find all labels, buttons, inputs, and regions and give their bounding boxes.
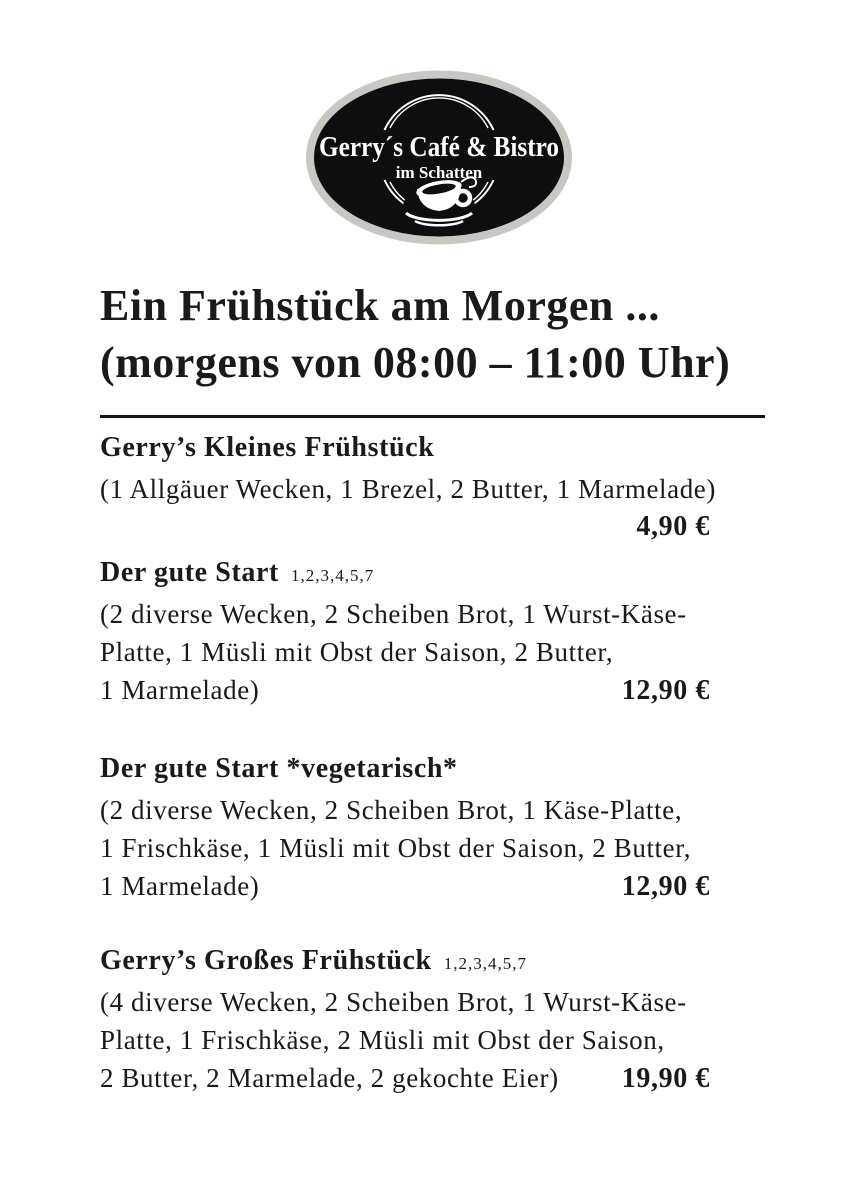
item-description-line: (2 diverse Wecken, 2 Scheiben Brot, 1 Wurst-Käse- <box>100 599 687 629</box>
item-name: Gerry’s Großes Frühstück <box>100 945 432 976</box>
item-price: 12,90 € <box>621 675 710 706</box>
item-description-line: Platte, 1 Müsli mit Obst der Saison, 2 Butter, <box>100 637 614 667</box>
item-name: Der gute Start <box>100 557 279 588</box>
item-description-line: (2 diverse Wecken, 2 Scheiben Brot, 1 Käse-Platte, <box>100 795 683 825</box>
page-title-line1: Ein Frühstück am Morgen ... <box>100 281 660 330</box>
item-description-line: 1 Frischkäse, 1 Müsli mit Obst der Saison, 2 Butter, <box>100 833 692 863</box>
item-price: 12,90 € <box>621 871 710 902</box>
divider-rule <box>100 415 765 418</box>
item-price: 4,90 € <box>636 511 710 542</box>
logo-subtitle: im Schatten <box>395 163 483 182</box>
cafe-logo <box>305 70 573 245</box>
item-price-row <box>100 671 765 710</box>
logo-title: Gerry´s Café & Bistro <box>319 131 559 163</box>
menu-item-der-gute-start <box>100 554 765 710</box>
item-allergen-numbers: 1,2,3,4,5,7 <box>443 954 527 973</box>
item-name: Der gute Start *vegetarisch* <box>100 753 458 784</box>
item-allergen-numbers <box>434 441 446 460</box>
item-price: 19,90 € <box>621 1063 710 1094</box>
item-allergen-numbers: 1,2,3,4,5,7 <box>290 566 375 585</box>
item-price-row <box>100 1059 765 1098</box>
item-description-line: (1 Allgäuer Wecken, 1 Brezel, 2 Butter, 1 Marmelade) <box>100 474 716 504</box>
item-description-line: (4 diverse Wecken, 2 Scheiben Brot, 1 Wurst-Käse- <box>100 987 687 1017</box>
menu-item-der-gute-start-vegetarisch <box>100 750 765 906</box>
item-description-line: 2 Butter, 2 Marmelade, 2 gekochte Eier) <box>100 1063 559 1093</box>
item-description-line: 1 Marmelade) <box>100 675 260 705</box>
item-price-row <box>100 867 765 906</box>
menu-item-kleines-fruehstueck <box>100 429 765 546</box>
item-allergen-numbers <box>458 762 470 781</box>
item-price-row <box>100 508 765 546</box>
page-title-line2: (morgens von 08:00 – 11:00 Uhr) <box>100 338 731 387</box>
item-name: Gerry’s Kleines Frühstück <box>100 432 435 463</box>
menu-item-grosses-fruehstueck <box>100 942 765 1098</box>
menu-items <box>100 429 765 1098</box>
item-description-line: 1 Marmelade) <box>100 871 260 901</box>
item-description-line: Platte, 1 Frischkäse, 2 Müsli mit Obst der Saison, <box>100 1025 665 1055</box>
page-title <box>100 277 765 391</box>
cafe-logo-graphic <box>305 70 573 245</box>
